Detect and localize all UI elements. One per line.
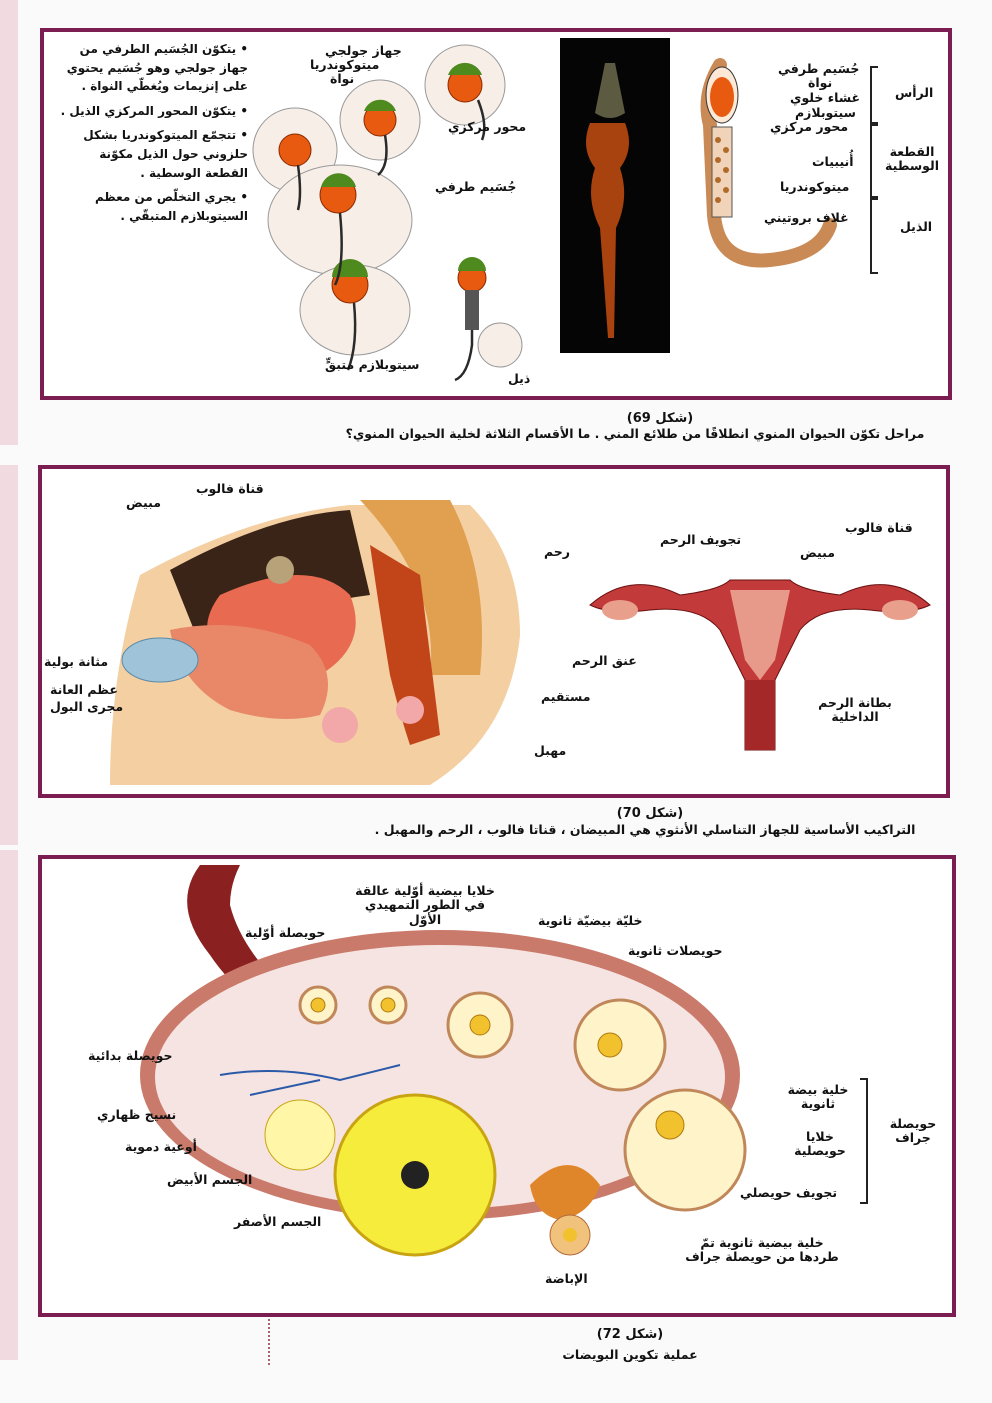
- label-tail: ذيل: [508, 371, 531, 386]
- note-item: • يتكوّن الجُسَيم الطرفي من جهاز جولجي وهو جُسَيم يحتوي على إنزيمات ويُغطّي النواة .: [66, 42, 248, 94]
- label-mitochondria: ميتوكوندريا: [310, 57, 380, 72]
- note-item: • يتكوّن المحور المركزي الذيل .: [60, 103, 248, 118]
- label-r-acrosome: جُسَيم طرفي: [778, 61, 860, 76]
- note-item: • يجري التخلّص من معظم السيتوبلازم المتبقّي .: [95, 190, 248, 223]
- label-fallopian-left: قناة فالوب: [196, 481, 264, 496]
- page-edge-strip: [0, 850, 18, 1360]
- label-epithelium: نسيج ظهاري: [97, 1107, 177, 1122]
- label-expelled-oocyte: خلية بيضية ثانوية تمّ طردها من حويصلة جراف: [685, 1235, 839, 1265]
- label-r-nucleus: نواة: [808, 75, 833, 90]
- label-secondary-oocyte: خليّة بيضيّة ثانوية: [538, 913, 643, 928]
- figure-69-number: (شكل 69): [626, 411, 694, 426]
- sperm-micrograph: [560, 38, 670, 353]
- label-r-tubules: أُنيبيات: [812, 154, 854, 169]
- label-graaf-oocyte: خلية بيضة ثانوية: [787, 1082, 849, 1112]
- section-head: الرأس: [895, 85, 934, 100]
- note-item: • تتجمّع الميتوكوندريا بشكل حلزوني حول الذيل مكوّنة القطعة الوسطية .: [83, 128, 248, 180]
- spermiogenesis-illustration: [250, 45, 560, 385]
- figure-69-caption: مراحل تكوّن الحيوان المنوي انطلاقًا من طلائع المني . ما الأقسام الثلاثة لخلية الحيوان المنوي؟: [345, 426, 925, 441]
- label-urethra: مجرى البول: [50, 699, 124, 714]
- label-r-axis: محور مركزي: [770, 119, 849, 134]
- label-cervix: عنق الرحم: [572, 653, 637, 668]
- label-primordial-follicle: حويصلة بدائية: [88, 1048, 173, 1063]
- label-ovary-right: مبيض: [800, 545, 835, 560]
- figure-72-number: (شكل 72): [596, 1327, 664, 1342]
- label-graafian-follicle: حويصلة جراف: [889, 1116, 937, 1146]
- label-r-mito: ميتوكوندريا: [780, 179, 850, 194]
- figure-70-caption: التراكيب الأساسية للجهاز التناسلي الأنثوي هي المبيضان ، قناتا فالوب ، الرحم والمهبل .: [374, 822, 916, 837]
- label-rectum: مستقيم: [541, 689, 591, 704]
- page-edge-strip: [0, 0, 18, 445]
- label-primary-follicle: حويصلة أوّلية: [245, 925, 326, 940]
- label-follicular-cavity: تجويف حويصلي: [740, 1185, 838, 1200]
- graafian-bracket: [860, 1078, 868, 1204]
- label-nucleus: نواة: [330, 71, 355, 86]
- label-r-cytoplasm: سيتوبلازم: [795, 105, 856, 120]
- figure-70-number: (شكل 70): [616, 806, 684, 821]
- label-secondary-follicles: حويصلات ثانوية: [628, 943, 723, 958]
- female-reproductive-section: [50, 475, 550, 785]
- label-vagina: مهبل: [534, 743, 567, 758]
- label-uterine-cavity: تجويف الرحم: [660, 532, 742, 547]
- label-endometrium: بطانة الرحم الداخلية: [818, 695, 892, 725]
- label-central-axis: محور مركزي: [448, 119, 527, 134]
- figure-69-notes: [60, 40, 248, 225]
- label-corpus-luteum: الجسم الأصفر: [234, 1214, 322, 1229]
- tail-bracket: [870, 198, 878, 274]
- label-uterus: رحم: [544, 544, 571, 559]
- section-tail: الذيل: [900, 219, 933, 234]
- label-acrosome: جُسَيم طرفي: [435, 179, 517, 194]
- page-edge-strip: [0, 465, 18, 845]
- label-pubic-bone: عظم العانة: [50, 682, 118, 697]
- label-ovary-left: مبيض: [126, 495, 161, 510]
- label-residual-cytoplasm: سيتوبلازم متبقٍّ: [325, 357, 420, 372]
- label-r-sheath: غلاف بروتيني: [764, 210, 849, 225]
- label-fallopian-right: قناة فالوب: [845, 520, 913, 535]
- label-blood-vessels: أوعية دموية: [125, 1139, 197, 1154]
- midpiece-bracket: [870, 124, 878, 198]
- label-arrested-oocytes: خلايا بيضية أوّلية عالقة في الطور التمهيدي الأوّل: [355, 883, 495, 927]
- label-golgi: جهاز جولجي: [325, 43, 402, 58]
- label-bladder: مثانة بولية: [44, 654, 109, 669]
- label-r-membrane: غشاء خلوي: [790, 90, 861, 105]
- label-follicular-cells: خلايا حويصلية: [794, 1129, 846, 1159]
- label-ovulation: الإباضة: [545, 1271, 588, 1286]
- figure-72-caption: عملية تكوين البويضات: [562, 1347, 698, 1362]
- section-midpiece: القطعة الوسطية: [885, 144, 939, 174]
- head-bracket: [870, 66, 878, 124]
- label-corpus-albicans: الجسم الأبيض: [167, 1172, 253, 1187]
